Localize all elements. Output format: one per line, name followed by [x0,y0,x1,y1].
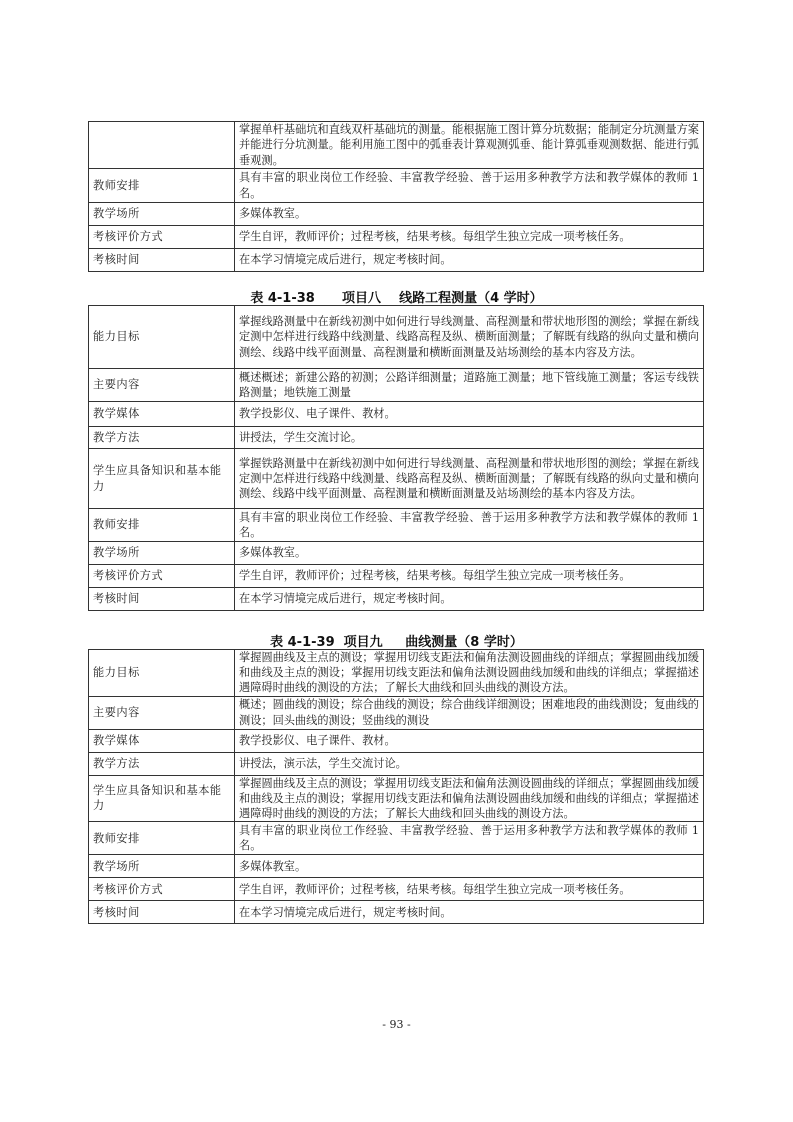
row-label: 教学方法 [89,752,235,775]
table-row [89,650,704,697]
row-label: 学生应具备知识和基本能力 [89,775,235,822]
row-label: 教师安排 [89,169,235,203]
row-value: 掌握铁路测量中在新线初测中如何进行导线测量、高程测量和带状地形图的测绘；掌握在新线定测中怎样进行线路中线测量、线路高程及纵、横断面测量；了解既有线路的纵向丈量和横向测绘、线路中线平面测量、高程测量和横断面测量及站场测绘的基本内容及方法。 [235,449,704,509]
row-label: 能力目标 [89,306,235,369]
table-caption: 表 4-1-39 项目九 曲线测量（8 学时） [270,635,523,650]
row-value: 教学投影仪、电子课件、教材。 [235,402,704,427]
table-row [89,855,704,878]
table-row [89,752,704,775]
row-label: 考核评价方式 [89,226,235,249]
row-label: 能力目标 [89,650,235,697]
row-label: 教师安排 [89,822,235,855]
table-row [89,369,704,402]
row-value: 多媒体教室。 [235,542,704,565]
table-row [89,822,704,855]
row-value: 概述；圆曲线的测设；综合曲线的测设；综合曲线详细测设；困难地段的曲线测设；复曲线的测设；回头曲线的测设；竖曲线的测设 [235,696,704,729]
row-label: 教学媒体 [89,729,235,752]
row-label: 主要内容 [89,369,235,402]
row-label: 考核时间 [89,901,235,924]
page-number: - 93 - [382,1018,411,1031]
row-value: 掌握单杆基础坑和直线双杆基础坑的测量。能根据施工图计算分坑数据；能制定分坑测量方案并能进行分坑测量。能利用施工图中的弧垂表计算观测弧垂、能计算弧垂观测数据、能进行弧垂观测。 [235,122,704,169]
row-label: 考核评价方式 [89,878,235,901]
row-value: 讲授法，演示法，学生交流讨论。 [235,752,704,775]
table-row [89,565,704,588]
row-label: 教学方法 [89,427,235,449]
row-value: 概述概述；新建公路的初测；公路详细测量；道路施工测量；地下管线施工测量；客运专线铁路测量；地铁施工测量 [235,369,704,402]
table-row [89,542,704,565]
table-row [89,901,704,924]
table-4-1-39 [88,649,704,924]
row-value: 掌握圆曲线及主点的测设；掌握用切线支距法和偏角法测设圆曲线的详细点；掌握圆曲线加缓和曲线及主点的测设；掌握用切线支距法和偏角法测设圆曲线加缓和曲线的详细点；掌握描述遇障碍时曲线的测设的方法；了解长大曲线和回头曲线的测设方法。 [235,775,704,822]
row-value: 在本学习情境完成后进行，规定考核时间。 [235,901,704,924]
row-value: 具有丰富的职业岗位工作经验、丰富教学经验、善于运用多种教学方法和教学媒体的教师 1 名。 [235,822,704,855]
table-row [89,775,704,822]
row-value: 掌握线路测量中在新线初测中如何进行导线测量、高程测量和带状地形图的测绘；掌握在新线定测中怎样进行线路中线测量、线路高程及纵、横断面测量；了解既有线路的纵向丈量和横向测绘、线路中线平面测量、高程测量和横断面测量及站场测绘的基本内容及方法。 [235,306,704,369]
table-row [89,878,704,901]
row-value: 具有丰富的职业岗位工作经验、丰富教学经验、善于运用多种教学方法和教学媒体的教师 1 名。 [235,169,704,203]
table-row [89,226,704,249]
table-row [89,402,704,427]
row-label: 考核评价方式 [89,565,235,588]
row-label: 教师安排 [89,509,235,542]
row-label: 考核时间 [89,249,235,272]
row-value: 教学投影仪、电子课件、教材。 [235,729,704,752]
row-label: 教学媒体 [89,402,235,427]
row-label [89,122,235,169]
row-value: 多媒体教室。 [235,855,704,878]
row-label: 主要内容 [89,696,235,729]
table-row [89,449,704,509]
table-row [89,306,704,369]
row-value: 学生自评，教师评价；过程考核，结果考核。每组学生独立完成一项考核任务。 [235,878,704,901]
table-row [89,427,704,449]
row-value: 学生自评，教师评价；过程考核，结果考核。每组学生独立完成一项考核任务。 [235,565,704,588]
row-value: 学生自评，教师评价；过程考核，结果考核。每组学生独立完成一项考核任务。 [235,226,704,249]
row-label: 学生应具备知识和基本能力 [89,449,235,509]
row-value: 具有丰富的职业岗位工作经验、丰富教学经验、善于运用多种教学方法和教学媒体的教师 1 名。 [235,509,704,542]
table-row [89,122,704,169]
table-row [89,509,704,542]
table-row [89,696,704,729]
row-value: 在本学习情境完成后进行，规定考核时间。 [235,588,704,611]
row-label: 考核时间 [89,588,235,611]
table-caption: 表 4-1-38 项目八 线路工程测量（4 学时） [250,291,543,306]
table-4-1-38 [88,305,704,611]
table-row [89,249,704,272]
table-row [89,169,704,203]
table-row [89,203,704,226]
row-value: 掌握圆曲线及主点的测设；掌握用切线支距法和偏角法测设圆曲线的详细点；掌握圆曲线加缓和曲线及主点的测设；掌握用切线支距法和偏角法测设圆曲线加缓和曲线的详细点；掌握描述遇障碍时曲线的测设的方法；了解长大曲线和回头曲线的测设方法。 [235,650,704,697]
table-continued [88,121,704,272]
row-value: 多媒体教室。 [235,203,704,226]
row-label: 教学场所 [89,203,235,226]
table-row [89,588,704,611]
row-label: 教学场所 [89,542,235,565]
row-value: 在本学习情境完成后进行，规定考核时间。 [235,249,704,272]
table-row [89,729,704,752]
row-label: 教学场所 [89,855,235,878]
row-value: 讲授法，学生交流讨论。 [235,427,704,449]
